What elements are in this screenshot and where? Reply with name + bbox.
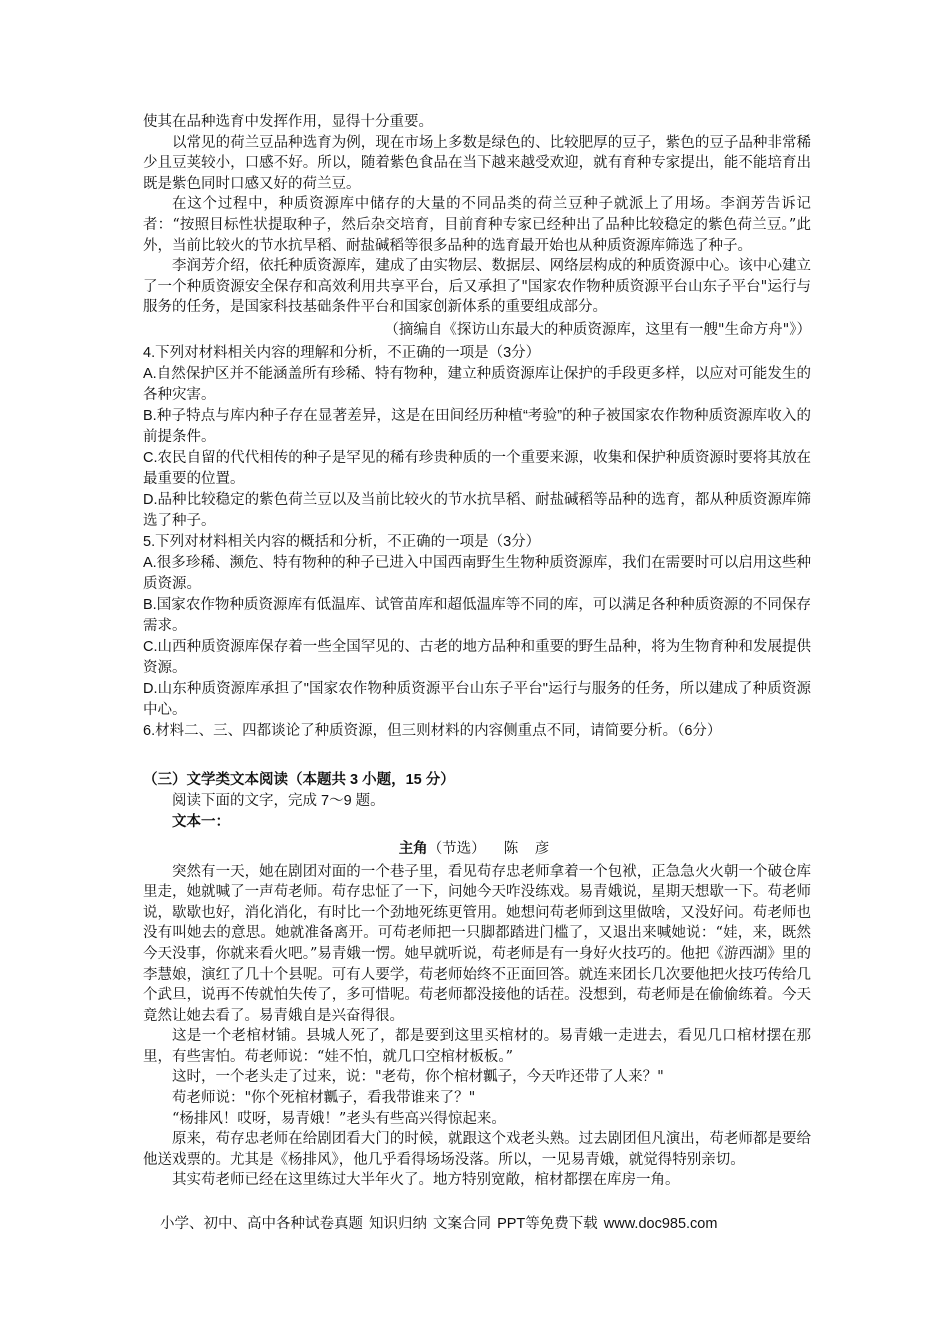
story-paragraph: “杨排风！哎呀，易青娥！”老头有些高兴得惊起来。 <box>172 1110 506 1127</box>
question-4-option-c: C.农民自留的代代相传的种子是罕见的稀有珍贵种质的一个重要来源，收集和保护种质资源时要将其放在最重要的位置。 <box>143 449 811 487</box>
paragraph: 在这个过程中，种质资源库中储存的大量的不同品类的荷兰豆种子就派上了用场。李润芳告诉记者：“按照目标性状提取种子，然后杂交培育，目前育种专家已经种出了品种比较稳定的紫色荷兰豆。”此外，当前比较火的节水抗旱稻、耐盐碱稻等很多品种的选育最开始也从种质资源库筛选了种子。 <box>143 196 811 254</box>
question-4-stem: 4.下列对材料相关内容的理解和分析，不正确的一项是（3分） <box>143 344 541 361</box>
story-paragraph: 其实苟老师已经在这里练过大半年火了。地方特别宽敞，棺材都摆在库房一角。 <box>172 1172 680 1189</box>
paragraph: 李润芳介绍，依托种质资源库，建成了由实物层、数据层、网络层构成的种质资源中心。该中心建立了一个种质资源安全保存和高效利用共享平台，后又承担了"国家农作物种质资源平台山东子平台"运行与服务的任务，是国家科技基础条件平台和国家创新体系的重要组成部分。 <box>143 258 811 316</box>
question-5-option-a: A.很多珍稀、濒危、特有物种的种子已进入中国西南野生生物种质资源库，我们在需要时可以启用这些种质资源。 <box>143 554 811 592</box>
document-page <box>143 112 811 1191</box>
story-paragraph: 苟老师说："你个死棺材瓤子，看我带谁来了？" <box>172 1090 476 1107</box>
story-excerpt-note: （节选） <box>427 840 486 857</box>
paragraph: 以常见的荷兰豆品种选育为例，现在市场上多数是绿色的、比较肥厚的豆子，紫色的豆子品种非常稀少且豆荚较小，口感不好。所以，随着紫色食品在当下越来越受欢迎，就有育种专家提出，能不能培育出既是紫色同时口感又好的荷兰豆。 <box>143 134 811 192</box>
question-6-stem: 6.材料二、三、四都谈论了种质资源，但三则材料的内容侧重点不同，请简要分析。（6分） <box>143 722 722 739</box>
story-author: 陈 彦 <box>503 840 556 857</box>
question-5-option-d: D.山东种质资源库承担了"国家农作物种质资源平台山东子平台"运行与服务的任务，所以建成了种质资源中心。 <box>143 680 811 718</box>
story-title: 主角 <box>398 840 428 857</box>
question-4-option-a: A.自然保护区并不能涵盖所有珍稀、特有物种，建立种质资源库让保护的手段更多样，以应对可能发生的各种灾害。 <box>143 365 811 403</box>
section-heading: （三）文学类文本阅读（本题共 3 小题，15 分） <box>143 771 455 788</box>
question-5-stem: 5.下列对材料相关内容的概括和分析，不正确的一项是（3分） <box>143 533 541 550</box>
question-5-option-c: C.山西种质资源库保存着一些全国罕见的、古老的地方品种和重要的野生品种，将为生物育种和发展提供资源。 <box>143 638 811 676</box>
question-4-option-b: B.种子特点与库内种子存在显著差异，这是在田间经历种植“考验”的种子被国家农作物种质资源库收入的前提条件。 <box>143 407 811 445</box>
text-label: 文本一： <box>172 813 230 830</box>
question-4-option-d: D.品种比较稳定的紫色荷兰豆以及当前比较火的节水抗旱稻、耐盐碱稻等品种的选育，都从种质资源库筛选了种子。 <box>143 491 811 529</box>
story-title-line <box>143 839 811 860</box>
story-paragraph: 这是一个老棺材铺。县城人死了，都是要到这里买棺材的。易青娥一走进去，看见几口棺材摆在那里，有些害怕。苟老师说：“娃不怕，就几口空棺材板板。” <box>143 1028 811 1065</box>
story-paragraph: 原来，苟存忠老师在给剧团看大门的时候，就跟这个戏老头熟。过去剧团但凡演出，苟老师都是要给他送戏票的。尤其是《杨排风》，他几乎看得场场没落。所以，一见易青娥，就觉得特别亲切。 <box>143 1131 811 1168</box>
paragraph: 使其在品种选育中发挥作用，显得十分重要。 <box>143 114 433 130</box>
source-citation: （摘编自《探访山东最大的种质资源库，这里有一艘"生命方舟"》） <box>384 321 811 338</box>
story-paragraph: 突然有一天，她在剧团对面的一个巷子里，看见苟存忠老师拿着一个包袱，正急急火火朝一个破仓库里走，她就喊了一声苟老师。苟存忠怔了一下，问她今天咋没练戏。易青娥说，星期天想歇一下。苟老师说，歇歇也好，消化消化，有时比一个劲地死练更管用。她想问苟老师到这里做啥，又没好问。苟老师也没有叫她去的意思。她就准备离开。可苟老师把一只脚都踏进门槛了，又退出来喊她说：“娃，来，既然今天没事，你就来看火吧。”易青娥一愣。她早就听说，苟老师是有一身好火技巧的。他把《游西湖》里的李慧娘，演红了几十个县呢。可有人要学，苟老师始终不正面回答。就连来团长几次要他把火技巧传给几个武旦，说再不传就怕失传了，多可惜呢。苟老师都没接他的话茬。没想到，苟老师是在偷偷练着。今天竟然让她去看了。易青娥自是兴奋得很。 <box>143 863 811 1024</box>
reading-instruction: 阅读下面的文字，完成 7～9 题。 <box>172 792 385 809</box>
page-footer: 小学、初中、高中各种试卷真题 知识归纳 文案合同 PPT等免费下载 www.doc985.com <box>160 1216 718 1232</box>
question-5-option-b: B.国家农作物种质资源库有低温库、试管苗库和超低温库等不同的库，可以满足各种种质资源的不同保存需求。 <box>143 596 811 634</box>
story-paragraph: 这时，一个老头走了过来，说："老苟，你个棺材瓤子，今天咋还带了人来？" <box>172 1069 664 1086</box>
